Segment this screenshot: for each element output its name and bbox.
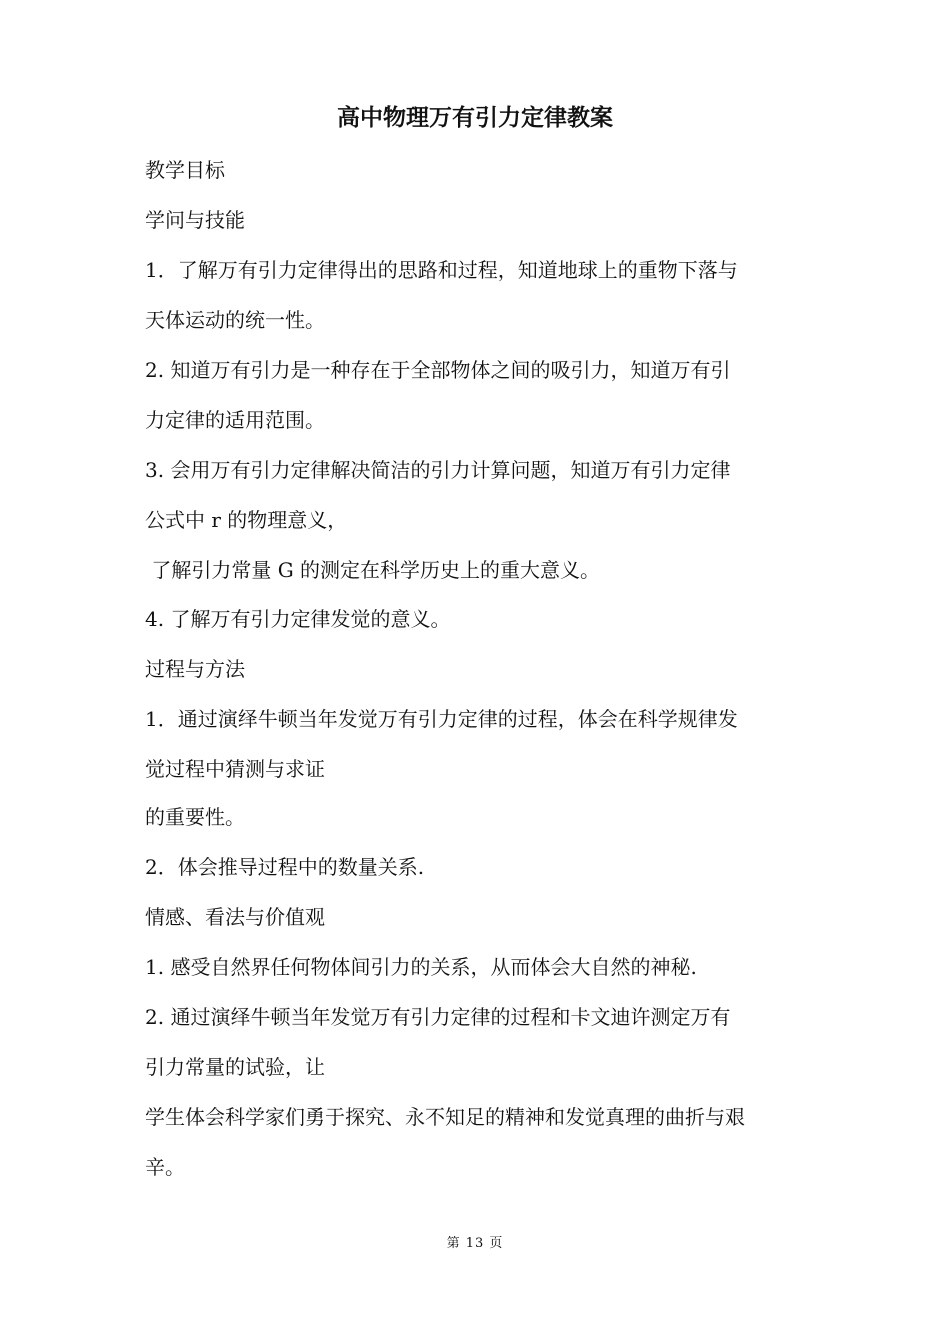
body-line: 4. 了解万有引力定律发觉的意义。 — [145, 607, 451, 631]
document-title: 高中物理万有引力定律教案 — [337, 104, 613, 131]
body-line: 1．通过演绎牛顿当年发觉万有引力定律的过程，体会在科学规律发 — [145, 707, 738, 731]
body-line: 学生体会科学家们勇于探究、永不知足的精神和发觉真理的曲折与艰 — [145, 1105, 745, 1129]
subsection-heading: 情感、看法与价值观 — [145, 905, 325, 929]
body-line: 2. 知道万有引力是一种存在于全部物体之间的吸引力，知道万有引 — [145, 358, 731, 382]
subsection-heading: 学问与技能 — [145, 208, 245, 232]
section-heading: 教学目标 — [145, 158, 225, 182]
body-line: 1．了解万有引力定律得出的思路和过程，知道地球上的重物下落与 — [145, 258, 738, 282]
body-line: 2．体会推导过程中的数量关系. — [145, 855, 425, 879]
body-line: 天体运动的统一性。 — [145, 308, 325, 332]
page-number: 第 13 页 — [446, 1236, 504, 1251]
body-line: 的重要性。 — [145, 805, 245, 829]
subsection-heading: 过程与方法 — [145, 657, 245, 681]
body-line: 觉过程中猜测与求证 — [145, 757, 325, 781]
body-line: 力定律的适用范围。 — [145, 408, 325, 432]
body-line: 1. 感受自然界任何物体间引力的关系，从而体会大自然的神秘. — [145, 955, 697, 979]
body-line: 2. 通过演绎牛顿当年发觉万有引力定律的过程和卡文迪许测定万有 — [145, 1005, 731, 1029]
body-line: 了解引力常量 G 的测定在科学历史上的重大意义。 — [145, 558, 601, 582]
body-line: 辛。 — [145, 1155, 185, 1179]
body-line: 公式中 r 的物理意义， — [145, 508, 348, 532]
body-line: 引力常量的试验，让 — [145, 1055, 325, 1079]
body-line: 3. 会用万有引力定律解决简洁的引力计算问题，知道万有引力定律 — [145, 458, 731, 482]
